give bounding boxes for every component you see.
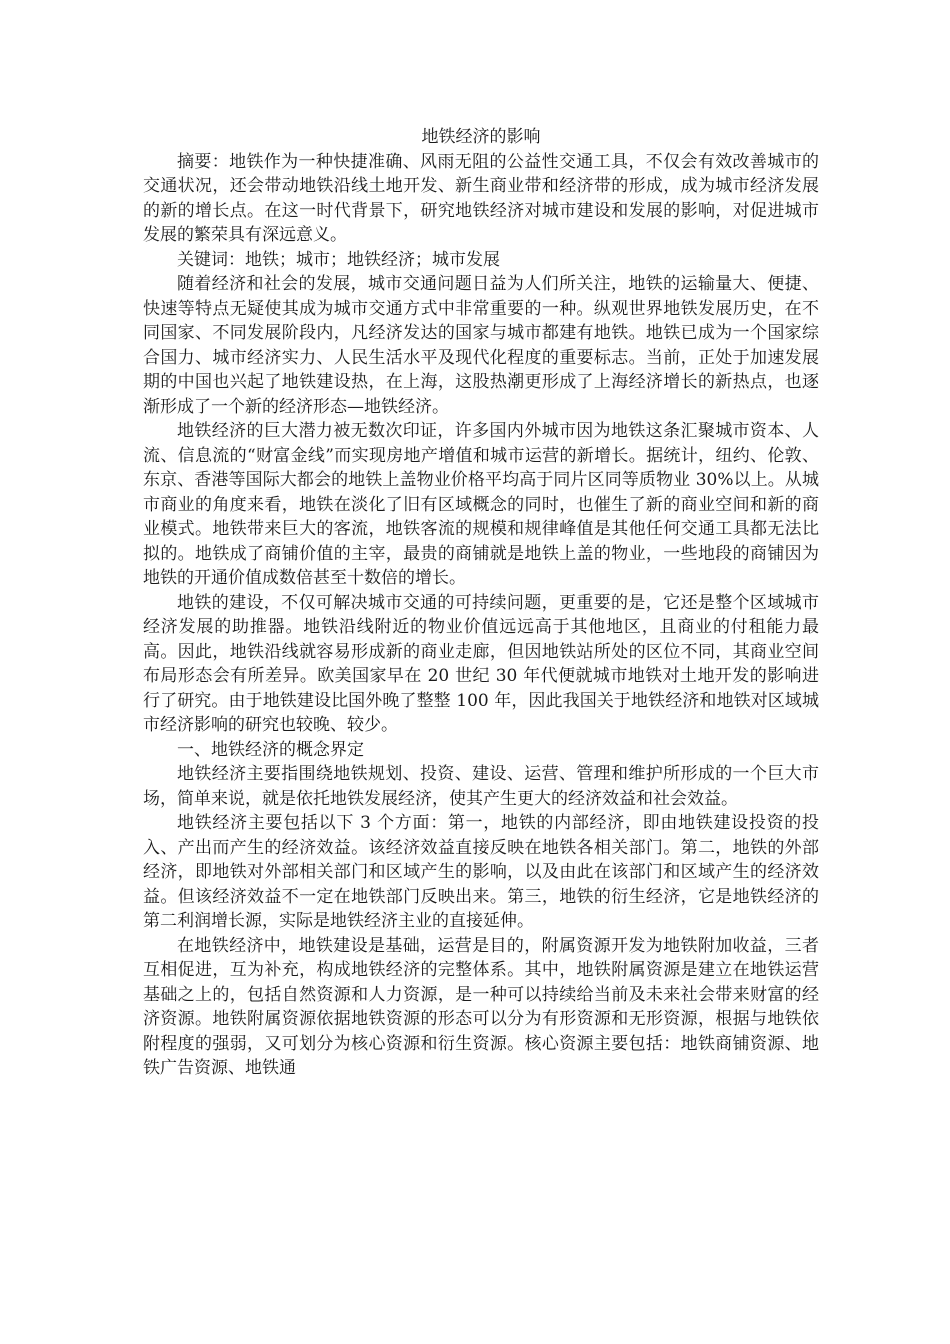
section-heading: 一、地铁经济的概念界定 [177,739,364,760]
body-paragraph: 在地铁经济中，地铁建设是基础，运营是目的，附属资源开发为地铁附加收益，三者互相促进，互为补充，构成地铁经济的完整体系。其中，地铁附属资源是建立在地铁运营基础之上的，包括自然资源和人力资源，是一种可以持续给当前及未来社会带来财富的经济资源。地铁附属资源依据地铁资源的形态可以分为有形资源和无形资源，根据与地铁依附程度的强弱，又可划分为核心资源和衍生资源。核心资源主要包括：地铁商铺资源、地铁广告资源、地铁通 [143,935,819,1078]
keywords-paragraph: 关键词：地铁；城市；地铁经济；城市发展 [177,249,500,270]
body-paragraph: 地铁经济主要包括以下 3 个方面：第一，地铁的内部经济，即由地铁建设投资的投入、产出而产生的经济效益。该经济效益直接反映在地铁各相关部门。第二，地铁的外部经济，即地铁对外部相关部门和区域产生的影响，以及由此在该部门和区域产生的经济效益。但该经济效益不一定在地铁部门反映出来。第三，地铁的衍生经济，它是地铁经济的第二利润增长源，实际是地铁经济主业的直接延伸。 [143,813,819,931]
document-body [143,125,819,1081]
body-paragraph: 随着经济和社会的发展，城市交通问题日益为人们所关注，地铁的运输量大、便捷、快速等特点无疑使其成为城市交通方式中非常重要的一种。纵观世界地铁发展历史，在不同国家、不同发展阶段内，凡经济发达的国家与城市都建有地铁。地铁已成为一个国家综合国力、城市经济实力、人民生活水平及现代化程度的重要标志。当前，正处于加速发展期的中国也兴起了地铁建设热，在上海，这股热潮更形成了上海经济增长的新热点，也逐渐形成了一个新的经济形态—地铁经济。 [143,274,819,417]
body-paragraph: 地铁经济的巨大潜力被无数次印证，许多国内外城市因为地铁这条汇聚城市资本、人流、信息流的“财富金线”而实现房地产增值和城市运营的新增长。据统计，纽约、伦敦、东京、香港等国际大都会的地铁上盖物业价格平均高于同片区同等质物业 30%以上。从城市商业的角度来看，地铁在淡化了旧有区域概念的同时，也催生了新的商业空间和新的商业模式。地铁带来巨大的客流，地铁客流的规模和规律峰值是其他任何交通工具都无法比拟的。地铁成了商铺价值的主宰，最贵的商铺就是地铁上盖的物业，一些地段的商铺因为地铁的开通价值成数倍甚至十数倍的增长。 [143,421,819,588]
document-title: 地铁经济的影响 [421,127,541,147]
body-paragraph: 地铁的建设，不仅可解决城市交通的可持续问题，更重要的是，它还是整个区域城市经济发展的助推器。地铁沿线附近的物业价值远远高于其他地区，且商业的付租能力最高。因此，地铁沿线就容易形成新的商业走廊，但因地铁站所处的区位不同，其商业空间布局形态会有所差异。欧美国家早在 20 世纪 30 年代便就城市地铁对土地开发的影响进行了研究。由于地铁建设比国外晚了整整 100 年，因此我国关于地铁经济和地铁对区域城市经济影响的研究也较晚、较少。 [143,592,819,735]
body-paragraph: 地铁经济主要指围绕地铁规划、投资、建设、运营、管理和维护所形成的一个巨大市场，简单来说，就是依托地铁发展经济，使其产生更大的经济效益和社会效益。 [143,764,819,809]
abstract-paragraph: 摘要：地铁作为一种快捷准确、风雨无阻的公益性交通工具，不仅会有效改善城市的交通状况，还会带动地铁沿线土地开发、新生商业带和经济带的形成，成为城市经济发展的新的增长点。在这一时代背景下，研究地铁经济对城市建设和发展的影响，对促进城市发展的繁荣具有深远意义。 [143,151,819,245]
